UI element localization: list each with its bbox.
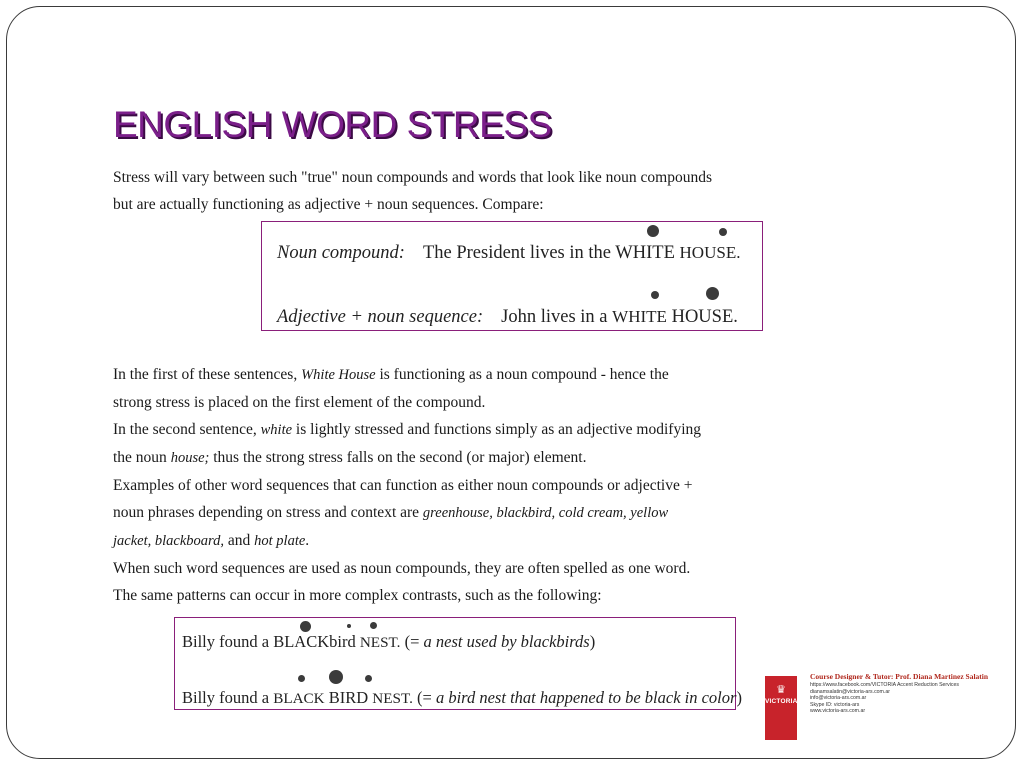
stress-dot-weak [347,624,351,628]
intro-line: Stress will vary between such "true" noun compounds and words that look like noun compounds [113,169,712,186]
body-line: Examples of other word sequences that can function as either noun compounds or adjective + [113,477,693,494]
victoria-logo [765,676,797,740]
stressed-word: HOUSE. [671,307,738,327]
body-line: In the first of these sentences, White House is functioning as a noun compound - hence the [113,366,669,383]
explanation-text [113,361,853,609]
intro-line: but are actually functioning as adjective + noun sequences. Compare: [113,196,544,213]
blackbird-nest-example: Billy found a BLACKbird NEST. (= a nest used by blackbirds) [182,632,596,651]
example-label: Noun compound: [277,243,405,263]
black-bird-nest-example: Billy found a BLACK BIRD NEST. (= a bird nest that happened to be black in color) [182,688,742,707]
stressed-word: BIRD [324,688,373,707]
intro-paragraph [113,164,833,218]
noun-compound-example [277,243,741,264]
body-line: In the second sentence, white is lightly stressed and functions simply as an adjective modifying [113,421,702,438]
stress-dot-weak [719,228,727,236]
body-line: When such word sequences are used as noun compounds, they are often spelled as one word. [113,560,691,577]
logo-text: VICTORIA [765,698,798,705]
unstressed-word: NEST. [359,634,401,651]
stress-dot-medium [298,675,305,682]
example-box-white-house [261,221,763,331]
example-label: Adjective + noun sequence: [277,307,484,327]
unstressed-word: HOUSE. [679,243,741,262]
credit-line: dianamsalatin@victoria-ars.com.ar [810,688,890,695]
slide-title: ENGLISH WORD STRESS [113,104,552,145]
credit-line: info@victoria-ars.com.ar [810,695,867,702]
example-sentence: John lives in a [501,307,613,327]
example-sentence: The President lives in the [422,243,616,263]
credit-line: www.victoria-ars.com.ar [810,708,866,715]
example-box-blackbird-nest [174,617,742,710]
stress-dot-medium [365,675,372,682]
credit-line: Skype ID: victoria-ars [810,701,860,708]
stress-dot-strong [706,287,719,300]
crown-icon: ♛ [776,684,786,696]
unstressed-word: WHITE [612,307,667,326]
stress-dot-strong [329,670,343,684]
unstressed-word: BLACK [273,690,325,707]
body-line: noun phrases depending on stress and context are greenhouse, blackbird, cold cream, yellow [113,504,669,521]
body-line: strong stress is placed on the first element of the compound. [113,394,486,411]
body-line: The same patterns can occur in more complex contrasts, such as the following: [113,587,602,604]
stress-dot-strong [300,621,311,632]
body-line: the noun house; thus the strong stress falls on the second (or major) element. [113,449,587,466]
course-credit [810,672,988,715]
stress-dot-strong [647,225,659,237]
adjective-noun-example [277,307,738,328]
body-line: jacket, blackboard, and hot plate. [113,532,310,549]
credit-heading: Course Designer & Tutor: Prof. Diana Martinez Salatin [810,672,989,681]
stress-dot-weak [651,291,659,299]
stressed-word: BLACK [273,632,330,651]
stressed-word: WHITE [615,243,675,263]
stress-dot-medium [370,622,377,629]
unstressed-word: NEST. [372,690,413,707]
credit-line: https://www.facebook.com/VICTORIA Accent Reduction Services [810,682,959,688]
